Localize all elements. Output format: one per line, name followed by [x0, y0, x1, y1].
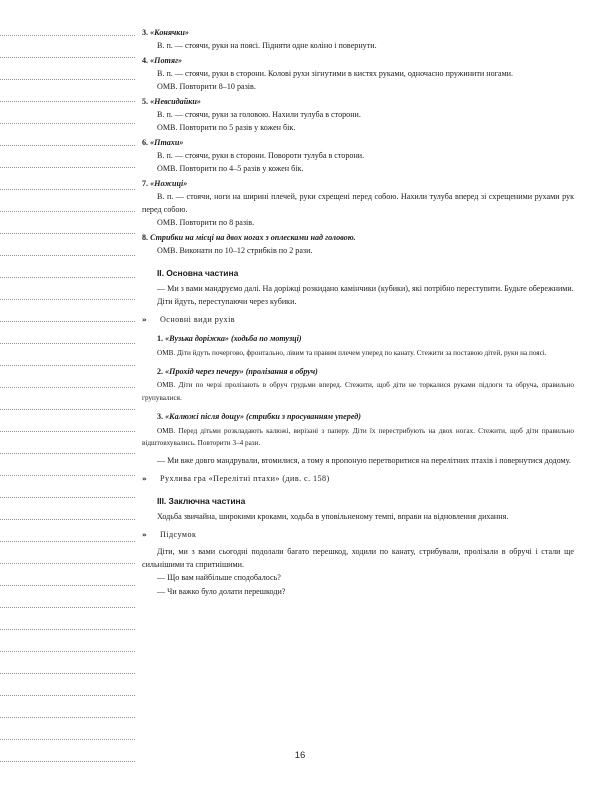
exercise-number: 4. [142, 55, 149, 65]
movement-omb-note: ОМВ. Перед дітьми розкладають калюжі, вирізані з паперу. Діти їх перестрибують на двох ногах. Стежити, щоб діти правильно відштовхувались. Повторити 3–4 рази. [142, 426, 574, 448]
exercise-heading [142, 54, 574, 67]
movement-heading [142, 365, 574, 378]
document-text-column [142, 24, 574, 598]
summary-heading [142, 528, 574, 541]
chevron-bullet-icon: » [142, 314, 146, 324]
margin-rule-line [0, 629, 135, 630]
margin-rule-line [0, 739, 135, 740]
margin-rule-line [0, 409, 135, 410]
exercise-body: В. п. — стоячи, руки в сторони. Повороти тулуба в сторони. [157, 150, 365, 160]
exercise-body: В. п. — стоячи, руки на поясі. Підняти одне коліно і повернути. [157, 40, 377, 50]
margin-rule-line [0, 35, 135, 36]
exercise-number: 7. [142, 178, 149, 188]
exercise-title: «Потяг» [150, 55, 183, 65]
movement-paren: (ходьба по мотузці) [230, 334, 302, 344]
summary-question: — Чи важко було долати перешкоди? [157, 586, 286, 596]
exercise-title: «Конячки» [150, 27, 189, 37]
chevron-bullet-icon: » [142, 529, 146, 539]
movement-title: «Прохід через печеру» [165, 367, 244, 377]
exercise-omb-note: ОМВ. Повторити 8–10 разів. [157, 81, 256, 91]
summary-question: — Що вам найбільше сподобалось? [157, 573, 281, 583]
page-number: 16 [294, 750, 306, 761]
exercise-number: 5. [142, 96, 149, 106]
margin-rule-line [0, 365, 135, 366]
margin-rule-line [0, 453, 135, 454]
exercise-omb-note: ОМВ. Повторити по 4–5 разів у кожен бік. [157, 163, 304, 173]
margin-rule-line [0, 431, 135, 432]
margin-rule-line [0, 167, 135, 168]
margin-rule-line [0, 541, 135, 542]
margin-rule-line [0, 651, 135, 652]
margin-ruled-lines [0, 0, 140, 760]
margin-rule-line [0, 321, 135, 322]
exercise-number: 6. [142, 137, 149, 147]
margin-rule-line [0, 673, 135, 674]
final-part-body: Ходьба звичайна, широкими кроками, ходьба в уповільненому темпі, вправи на відновлення дихання. [157, 511, 509, 521]
movement-heading [142, 332, 574, 345]
section-heading-final-part: III. Заключна частина [157, 496, 246, 507]
movement-number: 3. [157, 412, 164, 422]
margin-rule-line [0, 585, 135, 586]
movements-heading-label: Основні види рухів [160, 315, 236, 325]
exercise-body: В. п. — стоячи, руки за головою. Нахили тулуба в сторони. [157, 109, 361, 119]
movement-omb-note: ОМВ. Діти йдуть почергово, фронтально, лівим та правим плечем уперед по канату. Стежити за поставою дітей, руки на поясі. [157, 348, 547, 357]
game-reference-label: Рухлива гра «Перелітні птахи» (див. с. 158) [160, 473, 330, 483]
exercise-title: «Невсидайки» [150, 96, 201, 106]
movement-omb-note: ОМВ. Діти по черзі пролізають в обруч грудьми вперед. Стежити, щоб діти не торкалися руками підлоги та обруча, правильно групувалися. [142, 381, 574, 402]
movement-number: 2. [157, 367, 164, 377]
exercise-omb-note: ОМВ. Повторити по 5 разів у кожен бік. [157, 122, 296, 132]
game-reference [142, 472, 574, 485]
margin-rule-line [0, 211, 135, 212]
margin-rule-line [0, 563, 135, 564]
margin-rule-line [0, 299, 135, 300]
exercise-heading [142, 231, 574, 244]
margin-rule-line [0, 57, 135, 58]
margin-rule-line [0, 123, 135, 124]
teacher-speech: — Ми з вами мандруємо далі. На доріжці розкидано камінчики (кубики), які потрібно переступити. Будьте обережними. [157, 283, 574, 293]
margin-rule-line [0, 761, 135, 762]
margin-rule-line [0, 387, 135, 388]
exercise-heading [142, 26, 574, 39]
margin-rule-line [0, 695, 135, 696]
exercise-body: В. п. — стоячи, ноги на ширині плечей, руки схрещені перед собою. Нахили тулуба вперед зі схрещеними рухами рук перед собою. [142, 191, 574, 214]
movement-title: «Вузька доріжка» [165, 334, 229, 344]
exercise-title: «Ножиці» [150, 178, 188, 188]
exercise-number: 8. [142, 232, 149, 242]
exercise-heading [142, 136, 574, 149]
margin-rule-line [0, 497, 135, 498]
summary-body: Діти, ми з вами сьогодні подолали багато перешкод, ходили по канату, стрибували, пролізали в обручі і стали ще сильнішими та спритнішими. [142, 547, 574, 570]
movement-number: 1. [157, 334, 164, 344]
movement-title: «Калюжі після дощу» [165, 412, 245, 422]
margin-rule-line [0, 475, 135, 476]
margin-rule-line [0, 79, 135, 80]
chevron-bullet-icon: » [142, 473, 146, 483]
action-line: Діти йдуть, переступаючи через кубики. [157, 297, 297, 307]
margin-rule-line [0, 233, 135, 234]
movement-paren: (пролізання в обруч) [245, 367, 318, 377]
margin-rule-line [0, 189, 135, 190]
movement-paren: (стрибки з просуванням уперед) [246, 412, 361, 422]
exercise-number: 3. [142, 27, 149, 37]
exercise-title: «Птахи» [150, 137, 184, 147]
margin-rule-line [0, 717, 135, 718]
section-heading-main-part: II. Основна частина [157, 268, 239, 279]
movements-heading [142, 313, 574, 326]
margin-rule-line [0, 607, 135, 608]
margin-rule-line [0, 145, 135, 146]
closing-speech: — Ми вже довго мандрували, втомилися, а тому я пропоную перетворитися на перелітних птахів і повернутися додому. [157, 455, 571, 465]
margin-rule-line [0, 101, 135, 102]
exercise-heading [142, 95, 574, 108]
margin-rule-line [0, 277, 135, 278]
movement-heading [142, 410, 574, 423]
margin-rule-line [0, 343, 135, 344]
exercise-omb-note: ОМВ. Виконати по 10–12 стрибків по 2 рази. [157, 246, 313, 256]
summary-heading-label: Підсумок [160, 529, 197, 539]
exercise-heading [142, 177, 574, 190]
exercise-title: Стрибки на місці на двох ногах з оплесками над головою. [150, 232, 356, 242]
margin-rule-line [0, 519, 135, 520]
exercise-omb-note: ОМВ. Повторити по 8 разів. [157, 218, 255, 228]
exercise-body: В. п. — стоячи, руки в сторони. Колові рухи зігнутими в кистях руками, одночасно пружинити ногами. [157, 68, 514, 78]
margin-rule-line [0, 255, 135, 256]
